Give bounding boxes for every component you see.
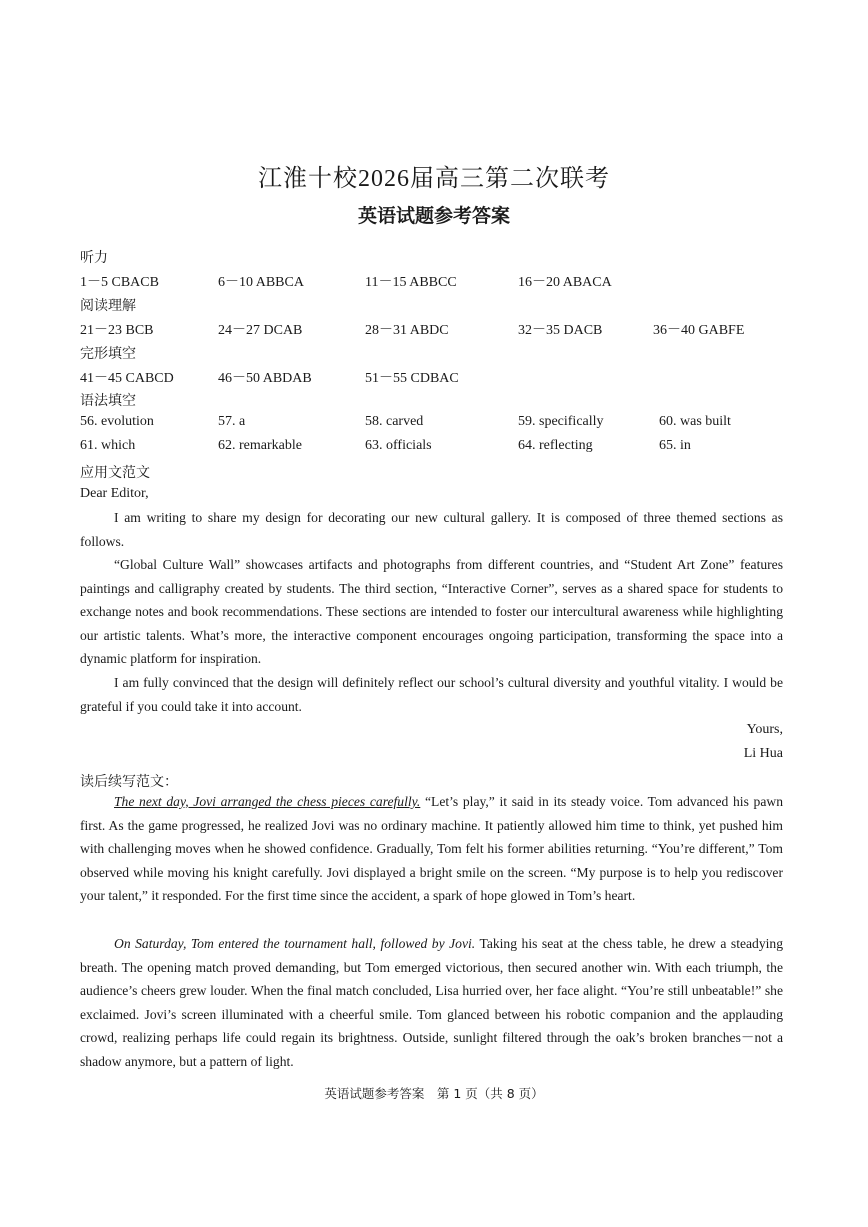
answer-row-grammar-1 xyxy=(0,414,868,434)
letter-paragraph: “Global Culture Wall” showcases artifacts and photographs from different countries, and “Student Art Zone” features paintings and calligraphy created by students. The third section, “Interactive Corner”, serves as a shared space for students to exchange notes and book recommendations. These sections are intended to foster our intercultural awareness while highlighting our artistic talents. What’s more, the interactive component encourages ongoing participation, transforming the space into a dynamic platform for inspiration. xyxy=(80,557,783,666)
answer-item: 11－15 ABBCC xyxy=(365,275,457,290)
answer-row-reading xyxy=(0,319,868,339)
answer-item: 6－10 ABBCA xyxy=(218,275,304,290)
section-writing-continuation: 读后续写范文： xyxy=(80,775,178,790)
answer-item: 46－50 ABDAB xyxy=(218,371,312,386)
letter-paragraph: I am fully convinced that the design will definitely reflect our school’s cultural diversity and youthful vitality. I would be grateful if you could take it into account. xyxy=(80,675,783,714)
answer-item: 61. which xyxy=(80,438,136,453)
answer-row-cloze xyxy=(0,367,868,387)
section-grammar: 语法填空 xyxy=(80,394,136,409)
answer-item: 65. in xyxy=(659,438,691,453)
section-reading: 阅读理解 xyxy=(80,299,136,314)
paragraph-body: Taking his seat at the chess table, he drew a steadying breath. The opening match proved demanding, but Tom emerged victorious, then secured another win. With each triumph, the audience’s cheers grew louder. When the final match concluded, Lisa hurried over, her face alight. “You’re still unbeatable!” she exclaimed. Jovi’s screen illuminated with a cheerful smile. Tom glanced between his robotic companion and the applauding crowd, realizing perhaps life could regain its brightness. Outside, sunlight filtered through the oak’s broken branches－not a shadow anymore, but a pattern of light. xyxy=(80,936,783,1069)
answer-item: 1－5 CBACB xyxy=(80,275,159,290)
answer-item: 24－27 DCAB xyxy=(218,323,303,338)
letter-closing: Yours, xyxy=(746,722,783,737)
continuation-paragraph xyxy=(80,790,783,908)
continuation-paragraph xyxy=(80,932,783,1073)
paragraph-body: “Let’s play,” it said in its steady voice. Tom advanced his pawn first. As the game progressed, he realized Jovi was no ordinary machine. It patiently allowed him time to think, yet pushed him with challenging moves when he showed confidence. Gradually, Tom felt his former abilities returning. “You’re different,” Tom observed while moving his knight carefully. Jovi displayed a bright smile on the screen. “My purpose is to help you rediscover your talent,” it responded. For the first time since the accident, a spark of hope glowed in Tom’s heart. xyxy=(80,794,783,903)
paragraph-lead-sentence: The next day, Jovi arranged the chess pieces carefully. xyxy=(114,794,421,809)
page-subtitle: 英语试题参考答案 xyxy=(357,205,510,227)
answer-item: 28－31 ABDC xyxy=(365,323,449,338)
answer-item: 62. remarkable xyxy=(218,438,302,453)
section-cloze: 完形填空 xyxy=(80,347,136,362)
answer-item: 63. officials xyxy=(365,438,432,453)
letter-signature: Li Hua xyxy=(743,746,783,761)
letter-paragraph: I am writing to share my design for decorating our new cultural gallery. It is composed of three themed sections as follows. xyxy=(80,510,783,549)
answer-item: 36－40 GABFE xyxy=(653,323,745,338)
page-title: 江淮十校2026届高三第二次联考 xyxy=(258,166,610,192)
page-footer: 英语试题参考答案 第 1 页（共 8 页） xyxy=(324,1086,544,1101)
answer-item: 21－23 BCB xyxy=(80,323,154,338)
answer-item: 64. reflecting xyxy=(518,438,593,453)
answer-item: 60. was built xyxy=(659,414,731,429)
answer-item: 32－35 DACB xyxy=(518,323,603,338)
paragraph-lead-sentence: On Saturday, Tom entered the tournament hall, followed by Jovi. xyxy=(114,936,476,951)
answer-item: 58. carved xyxy=(365,414,424,429)
answer-item: 16－20 ABACA xyxy=(518,275,612,290)
section-listening: 听力 xyxy=(80,251,108,266)
answer-item: 59. specifically xyxy=(518,414,604,429)
answer-row-grammar-2 xyxy=(0,438,868,458)
answer-item: 56. evolution xyxy=(80,414,154,429)
answer-item: 51－55 CDBAC xyxy=(365,371,459,386)
answer-row-listening xyxy=(0,271,868,291)
answer-item: 57. a xyxy=(218,414,246,429)
section-writing-letter: 应用文范文 xyxy=(80,466,150,481)
answer-item: 41－45 CABCD xyxy=(80,371,174,386)
letter-greeting: Dear Editor, xyxy=(80,486,149,501)
